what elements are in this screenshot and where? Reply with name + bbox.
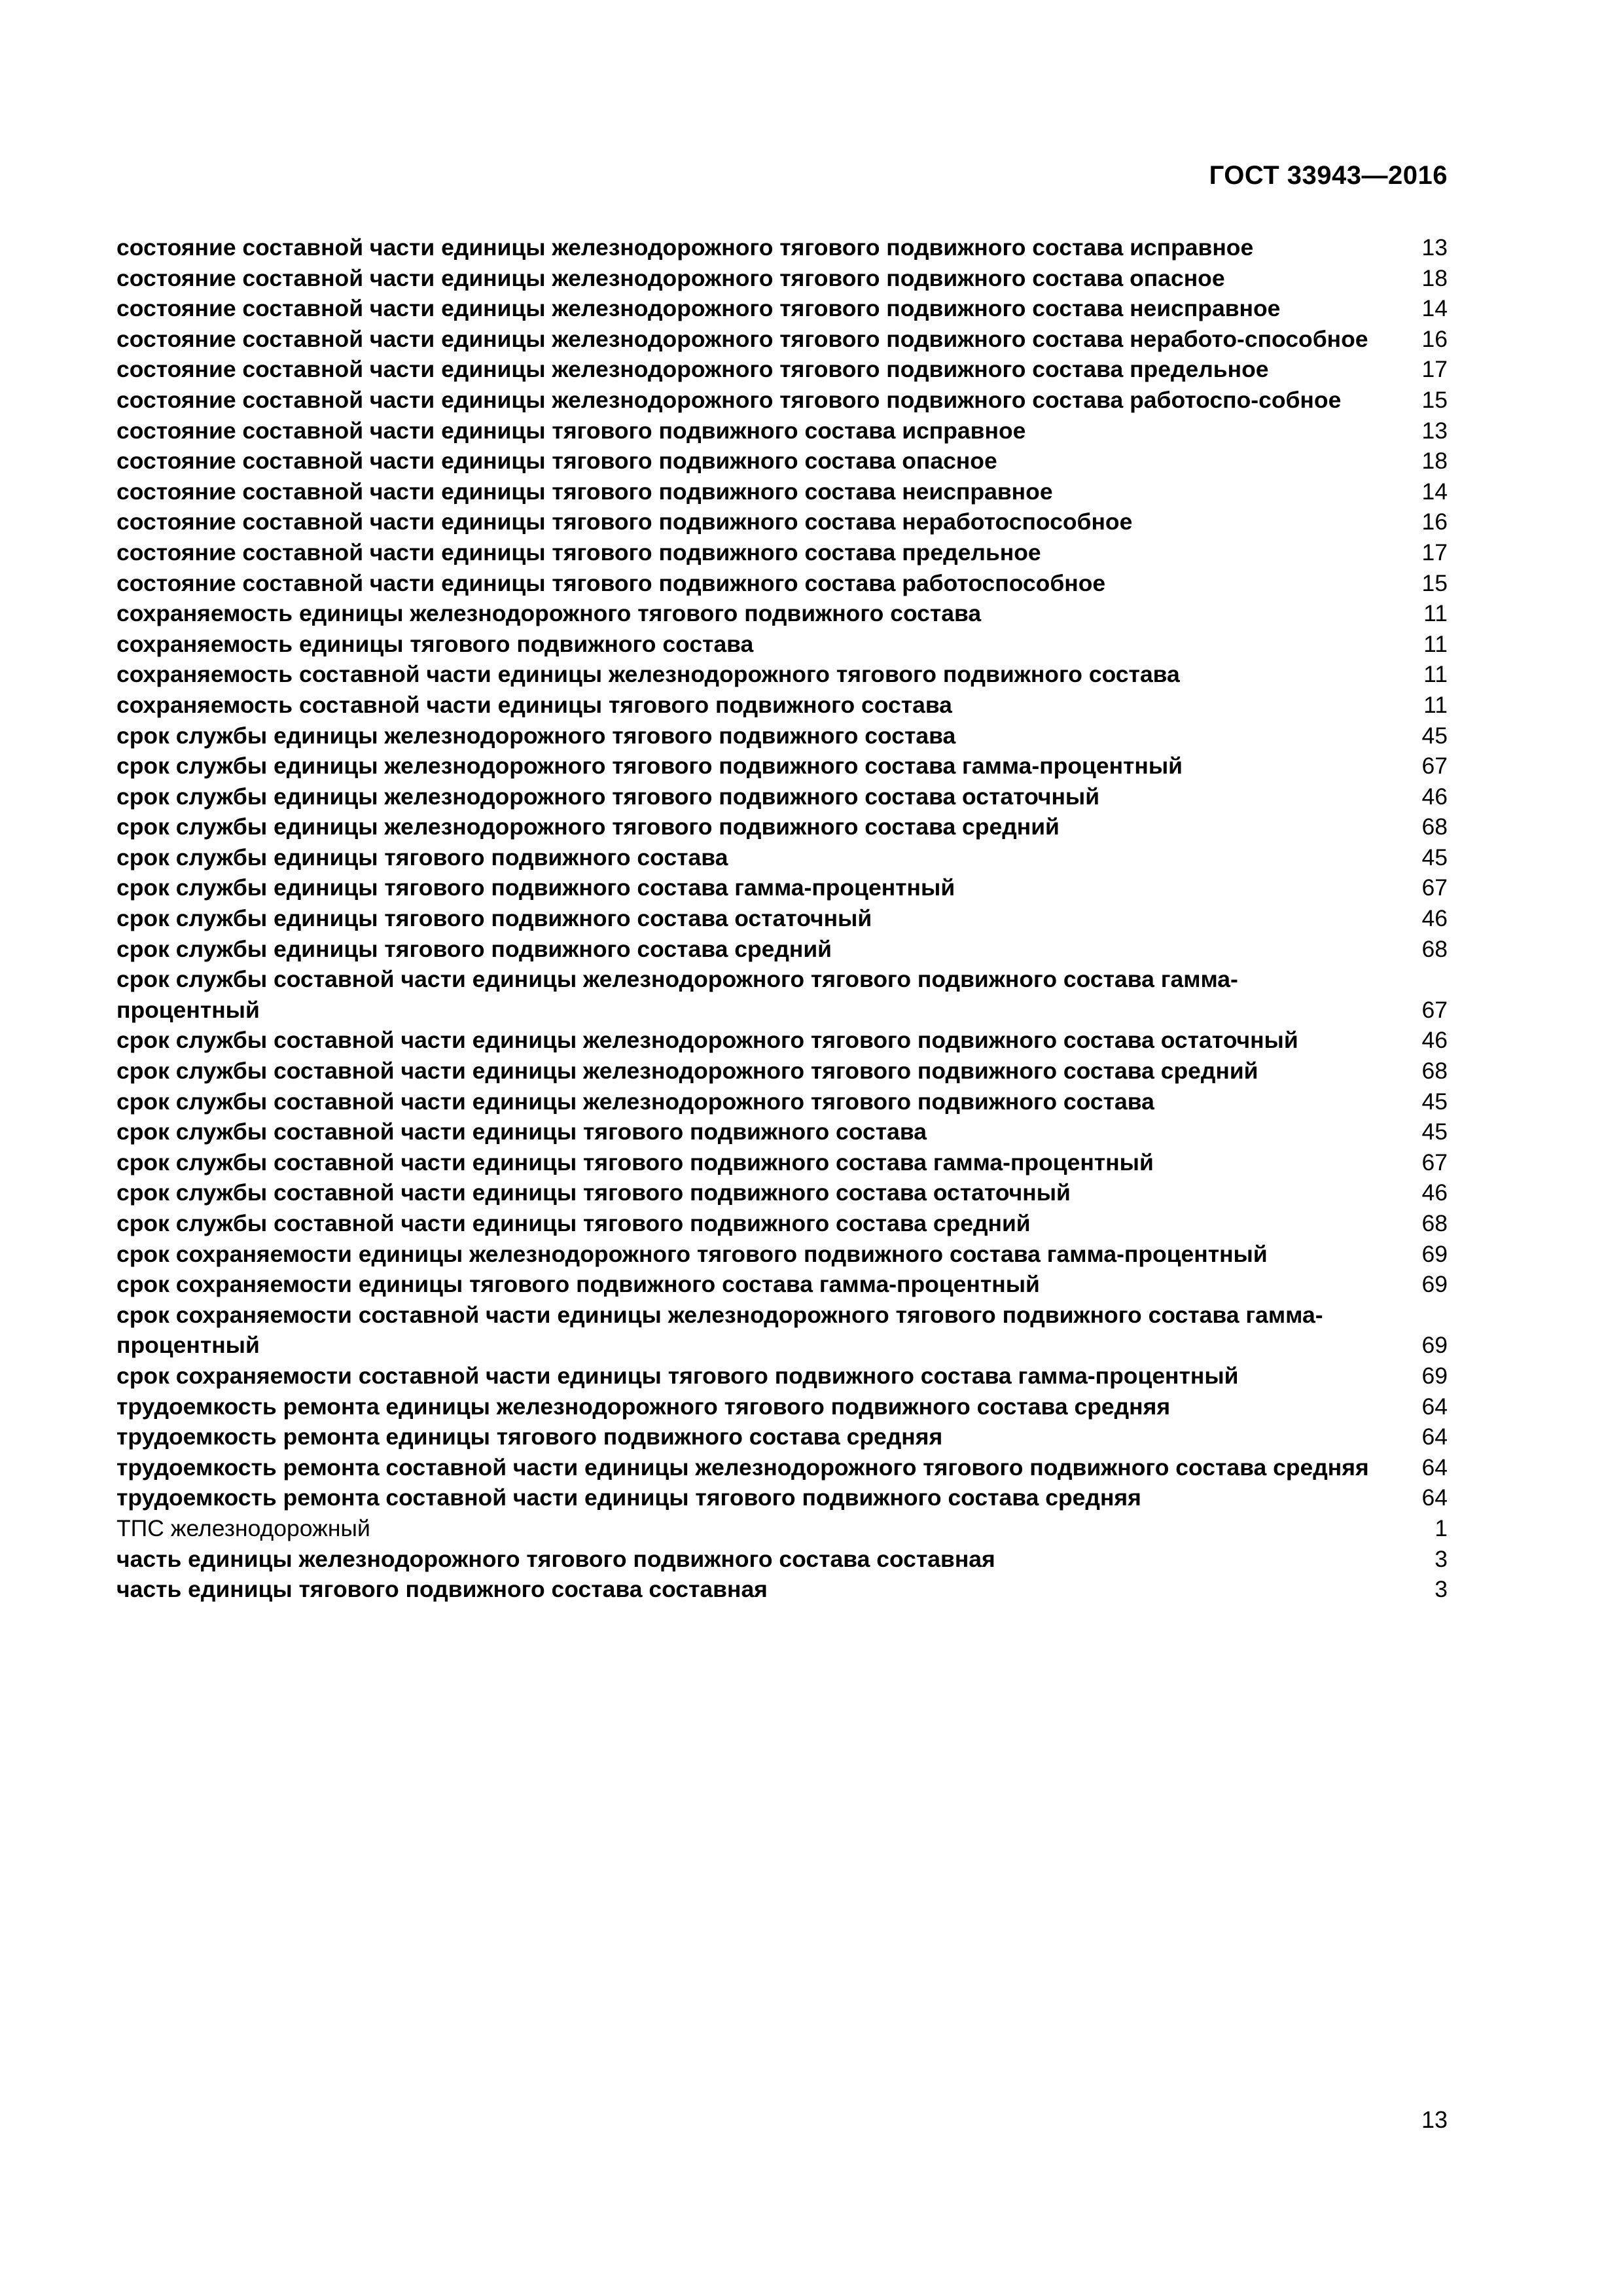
index-page-ref: 64	[1421, 1484, 1448, 1511]
index-page-ref: 16	[1421, 509, 1448, 535]
index-page-ref: 14	[1421, 478, 1448, 505]
index-entry	[116, 1239, 1448, 1270]
index-entry	[116, 1117, 1448, 1147]
index-term: состояние составной части единицы железнодорожного тягового подвижного состава неработо-способное	[116, 325, 1368, 352]
index-page-ref: 46	[1421, 1179, 1448, 1206]
index-entry	[116, 1269, 1448, 1300]
index-entry	[116, 1025, 1448, 1056]
index-entry	[116, 751, 1448, 781]
index-term: состояние составной части единицы железнодорожного тягового подвижного состава исправное	[116, 234, 1254, 260]
index-page-ref: 69	[1421, 1271, 1448, 1298]
index-page-ref: 64	[1421, 1454, 1448, 1480]
index-term: срок сохраняемости составной части единицы железнодорожного тягового подвижного состава гамма-процентный	[116, 1301, 1323, 1359]
index-entry	[116, 568, 1448, 599]
index-entry	[116, 354, 1448, 385]
index-page-ref: 45	[1421, 844, 1448, 870]
index-entry	[116, 324, 1448, 355]
index-term: сохраняемость составной части единицы железнодорожного тягового подвижного состава	[116, 661, 1180, 688]
index-term: трудоемкость ремонта единицы тягового подвижного состава средняя	[116, 1424, 943, 1450]
index-page-ref: 13	[1421, 417, 1448, 444]
index-term: срок службы составной части единицы железнодорожного тягового подвижного состава	[116, 1088, 1154, 1115]
index-entry	[116, 476, 1448, 507]
index-entry	[116, 659, 1448, 690]
index-entry	[116, 1544, 1448, 1575]
index-entry	[116, 385, 1448, 416]
document-header: ГОСТ 33943—2016	[1209, 161, 1448, 190]
index-term: часть единицы железнодорожного тягового подвижного состава составная	[116, 1545, 995, 1572]
index-term: состояние составной части единицы тягового подвижного состава опасное	[116, 448, 997, 475]
index-entry	[116, 507, 1448, 537]
index-page-ref: 13	[1421, 234, 1448, 260]
index-term: срок службы единицы железнодорожного тягового подвижного состава средний	[116, 814, 1060, 840]
index-term: срок службы составной части единицы железнодорожного тягового подвижного состава остаточный	[116, 1027, 1298, 1054]
index-term: срок службы единицы тягового подвижного состава гамма-процентный	[116, 874, 955, 901]
index-page-ref: 64	[1421, 1393, 1448, 1420]
index-page-ref: 67	[1421, 753, 1448, 780]
index-entry	[116, 1300, 1448, 1361]
index-page-ref: 46	[1421, 783, 1448, 810]
index-term: состояние составной части единицы тягового подвижного состава неисправное	[116, 478, 1053, 505]
index-page-ref: 45	[1421, 1119, 1448, 1145]
index-term: состояние составной части единицы железнодорожного тягового подвижного состава опасное	[116, 264, 1225, 291]
index-page-ref: 67	[1421, 996, 1448, 1023]
index-page-ref: 68	[1421, 1210, 1448, 1236]
index-term: состояние составной части единицы тягового подвижного состава работоспособное	[116, 569, 1106, 596]
index-term: срок службы составной части единицы тягового подвижного состава средний	[116, 1210, 1031, 1236]
index-page-ref: 3	[1435, 1576, 1448, 1603]
index-term: трудоемкость ремонта составной части единицы тягового подвижного состава средняя	[116, 1484, 1141, 1511]
index-page-ref: 11	[1423, 661, 1448, 688]
index-page-ref: 16	[1421, 325, 1448, 352]
index-entry	[116, 629, 1448, 660]
index-term: срок службы составной части единицы железнодорожного тягового подвижного состава гамма-процентный	[116, 966, 1238, 1023]
index-term: состояние составной части единицы железнодорожного тягового подвижного состава предельное	[116, 356, 1269, 383]
index-entry	[116, 598, 1448, 629]
index-term: ТПС железнодорожный	[116, 1515, 370, 1541]
index-entry	[116, 1086, 1448, 1117]
index-page-ref: 18	[1421, 264, 1448, 291]
index-term: срок сохраняемости единицы тягового подвижного состава гамма-процентный	[116, 1271, 1040, 1298]
index-entry	[116, 934, 1448, 965]
index-term: состояние составной части единицы железнодорожного тягового подвижного состава работоспо-собное	[116, 386, 1342, 413]
index-term: срок сохраняемости единицы железнодорожного тягового подвижного состава гамма-процентный	[116, 1240, 1268, 1267]
index-term: срок службы единицы железнодорожного тягового подвижного состава гамма-процентный	[116, 753, 1183, 780]
index-entry	[116, 416, 1448, 446]
index-page-ref: 17	[1421, 356, 1448, 383]
index-term: сохраняемость составной части единицы тягового подвижного состава	[116, 691, 952, 718]
index-entry	[116, 964, 1448, 1025]
index-term: состояние составной части единицы тягового подвижного состава неработоспособное	[116, 509, 1133, 535]
index-entry	[116, 721, 1448, 751]
index-entry	[116, 1208, 1448, 1239]
index-term: состояние составной части единицы тягового подвижного состава предельное	[116, 539, 1041, 565]
index-term: срок службы единицы железнодорожного тягового подвижного состава	[116, 722, 956, 749]
index-entry	[116, 872, 1448, 903]
alphabetical-index	[116, 232, 1448, 1605]
index-entry	[116, 1361, 1448, 1391]
index-page-ref: 67	[1421, 1149, 1448, 1175]
index-page-ref: 11	[1423, 691, 1448, 718]
index-page-ref: 68	[1421, 935, 1448, 962]
index-entry	[116, 446, 1448, 476]
index-entry	[116, 690, 1448, 721]
index-term: состояние составной части единицы тягового подвижного состава исправное	[116, 417, 1026, 444]
index-page-ref: 3	[1435, 1545, 1448, 1572]
index-entry	[116, 812, 1448, 842]
index-page-ref: 18	[1421, 448, 1448, 475]
index-entry	[116, 1056, 1448, 1086]
index-entry	[116, 1391, 1448, 1422]
index-page-ref: 1	[1435, 1515, 1448, 1541]
index-term: состояние составной части единицы железнодорожного тягового подвижного состава неисправное	[116, 295, 1281, 322]
index-entry	[116, 781, 1448, 812]
index-page-ref: 45	[1421, 722, 1448, 749]
index-term: срок службы единицы тягового подвижного состава	[116, 844, 728, 870]
index-entry	[116, 903, 1448, 934]
index-term: срок службы единицы железнодорожного тягового подвижного состава остаточный	[116, 783, 1100, 810]
index-term: сохраняемость единицы железнодорожного тягового подвижного состава	[116, 600, 982, 627]
index-page-ref: 69	[1421, 1332, 1448, 1359]
index-term: трудоемкость ремонта единицы железнодорожного тягового подвижного состава средняя	[116, 1393, 1171, 1420]
page-number: 13	[1421, 2106, 1448, 2133]
index-page-ref: 69	[1421, 1362, 1448, 1389]
index-term: срок службы составной части единицы тягового подвижного состава остаточный	[116, 1179, 1071, 1206]
index-entry	[116, 842, 1448, 873]
index-entry	[116, 1482, 1448, 1513]
index-page-ref: 45	[1421, 1088, 1448, 1115]
index-entry	[116, 1422, 1448, 1452]
index-page-ref: 11	[1423, 630, 1448, 657]
index-page-ref: 46	[1421, 1027, 1448, 1054]
index-entry	[116, 1574, 1448, 1605]
index-term: часть единицы тягового подвижного состава составная	[116, 1576, 768, 1603]
index-entry	[116, 1513, 1448, 1544]
index-page-ref: 17	[1421, 539, 1448, 565]
index-term: срок сохраняемости составной части единицы тягового подвижного состава гамма-процентный	[116, 1362, 1239, 1389]
index-page-ref: 68	[1421, 1058, 1448, 1085]
index-page-ref: 68	[1421, 814, 1448, 840]
index-term: срок службы единицы тягового подвижного состава остаточный	[116, 905, 872, 932]
index-page-ref: 69	[1421, 1240, 1448, 1267]
index-page-ref: 64	[1421, 1424, 1448, 1450]
index-entry	[116, 1452, 1448, 1483]
index-term: срок службы составной части единицы тягового подвижного состава	[116, 1119, 927, 1145]
index-page-ref: 11	[1423, 600, 1448, 627]
index-term: срок службы составной части единицы железнодорожного тягового подвижного состава средний	[116, 1058, 1258, 1085]
index-entry	[116, 1147, 1448, 1178]
index-term: трудоемкость ремонта составной части единицы железнодорожного тягового подвижного состава средняя	[116, 1454, 1369, 1480]
index-term: сохраняемость единицы тягового подвижного состава	[116, 630, 754, 657]
index-entry	[116, 232, 1448, 263]
index-page-ref: 46	[1421, 905, 1448, 932]
index-page-ref: 67	[1421, 874, 1448, 901]
index-entry	[116, 263, 1448, 294]
index-entry	[116, 293, 1448, 324]
index-term: срок службы единицы тягового подвижного состава средний	[116, 935, 832, 962]
index-page-ref: 14	[1421, 295, 1448, 322]
index-term: срок службы составной части единицы тягового подвижного состава гамма-процентный	[116, 1149, 1154, 1175]
index-page-ref: 15	[1421, 386, 1448, 413]
index-entry	[116, 537, 1448, 568]
index-page-ref: 15	[1421, 569, 1448, 596]
index-entry	[116, 1177, 1448, 1208]
